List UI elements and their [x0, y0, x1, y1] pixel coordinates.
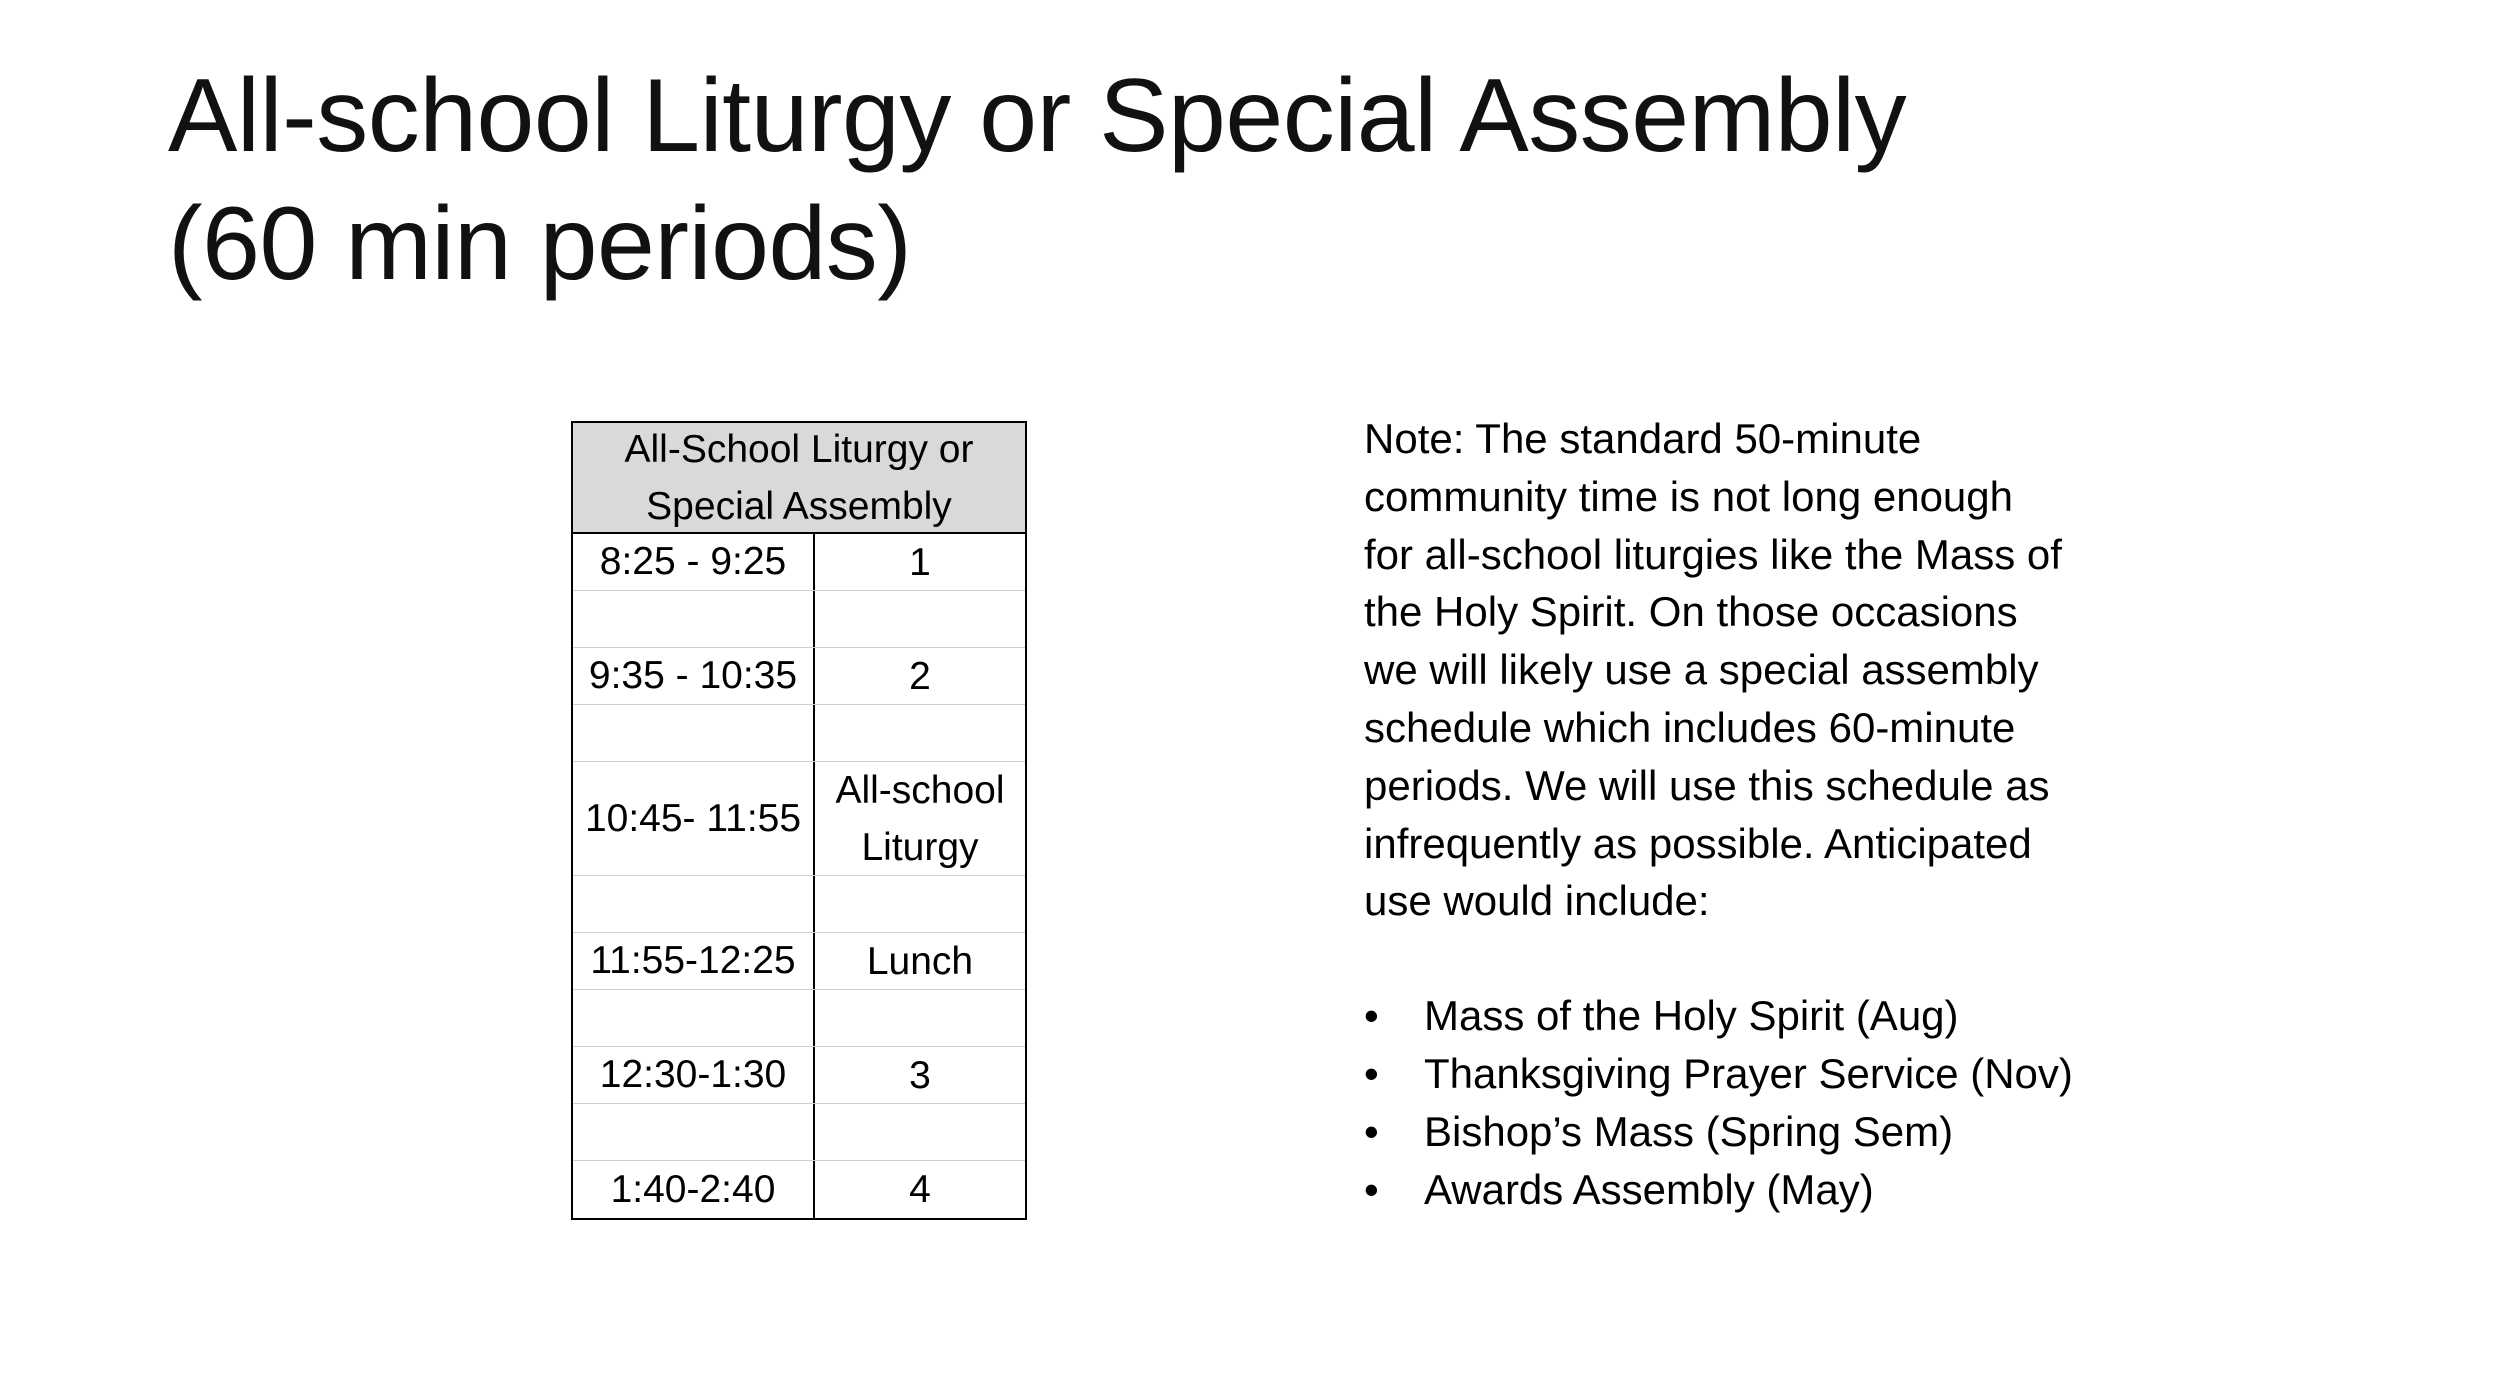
bullet-icon: •	[1364, 992, 1379, 1040]
note-line: infrequently as possible. Anticipated	[1364, 819, 2032, 867]
table-row	[573, 876, 1025, 933]
slide-title-line-2: (60 min periods)	[168, 186, 912, 302]
time-cell	[573, 705, 815, 761]
bullet-icon: •	[1364, 1049, 1379, 1097]
table-row	[573, 762, 1025, 876]
period-cell	[815, 1047, 1025, 1103]
table-row	[573, 990, 1025, 1047]
schedule-table-header	[573, 423, 1025, 534]
period-label: 4	[909, 1168, 931, 1211]
table-row	[573, 1161, 1025, 1218]
period-cell	[815, 876, 1025, 932]
period-label-line-2: Liturgy	[861, 825, 979, 869]
list-item	[1364, 1161, 2264, 1219]
schedule-table	[571, 421, 1027, 1220]
note-line: periods. We will use this schedule as	[1364, 761, 2050, 809]
period-cell	[815, 648, 1025, 704]
period-cell	[815, 990, 1025, 1046]
table-row	[573, 933, 1025, 990]
time-cell: 10:45- 11:55	[573, 762, 815, 875]
table-row	[573, 534, 1025, 591]
list-item-label: Awards Assembly (May)	[1424, 1165, 1874, 1213]
list-item	[1364, 1045, 2264, 1103]
period-label: Lunch	[866, 939, 974, 983]
note-line: for all-school liturgies like the Mass of	[1364, 530, 2062, 578]
period-cell	[815, 1104, 1025, 1160]
time-cell	[573, 990, 815, 1046]
bullet-icon: •	[1364, 1107, 1379, 1155]
schedule-header-line-2: Special Assembly	[646, 484, 952, 528]
list-item-label: Bishop’s Mass (Spring Sem)	[1424, 1107, 1954, 1155]
time-cell: 8:25 - 9:25	[573, 534, 815, 590]
period-cell	[815, 534, 1025, 590]
period-label: 2	[909, 654, 931, 698]
period-label: 3	[909, 1053, 931, 1097]
note-line: we will likely use a special assembly	[1364, 646, 2039, 694]
time-cell: 11:55-12:25	[573, 933, 815, 989]
period-cell	[815, 591, 1025, 647]
period-cell	[815, 762, 1025, 875]
note-line: Note: The standard 50-minute	[1364, 415, 1922, 462]
schedule-header-line-1: All-School Liturgy or	[624, 427, 974, 471]
table-row	[573, 591, 1025, 648]
list-item-label: Mass of the Holy Spirit (Aug)	[1424, 992, 1959, 1040]
note-text-block	[1364, 410, 2264, 1218]
time-cell	[573, 876, 815, 932]
note-line: community time is not long enough	[1364, 472, 2014, 520]
list-item	[1364, 987, 2264, 1045]
period-label: 1	[909, 540, 931, 584]
table-row	[573, 1047, 1025, 1104]
table-row	[573, 1104, 1025, 1161]
period-cell	[815, 933, 1025, 989]
period-cell	[815, 705, 1025, 761]
list-item	[1364, 1103, 2264, 1161]
table-row	[573, 648, 1025, 705]
list-item-label: Thanksgiving Prayer Service (Nov)	[1424, 1049, 2073, 1097]
time-cell: 12:30-1:30	[573, 1047, 815, 1103]
note-line: use would include:	[1364, 877, 1710, 925]
time-cell	[573, 591, 815, 647]
anticipated-use-list	[1364, 987, 2264, 1218]
period-cell	[815, 1161, 1025, 1218]
slide-title-line-1: All-school Liturgy or Special Assembly	[168, 58, 1907, 174]
note-line: the Holy Spirit. On those occasions	[1364, 588, 2018, 636]
time-cell: 9:35 - 10:35	[573, 648, 815, 704]
time-cell	[573, 1104, 815, 1160]
slide-title	[168, 52, 2268, 308]
period-label: All-school	[835, 768, 1005, 812]
table-row	[573, 705, 1025, 762]
bullet-icon: •	[1364, 1165, 1379, 1213]
time-cell: 1:40-2:40	[573, 1161, 815, 1218]
note-line: schedule which includes 60-minute	[1364, 703, 2016, 751]
